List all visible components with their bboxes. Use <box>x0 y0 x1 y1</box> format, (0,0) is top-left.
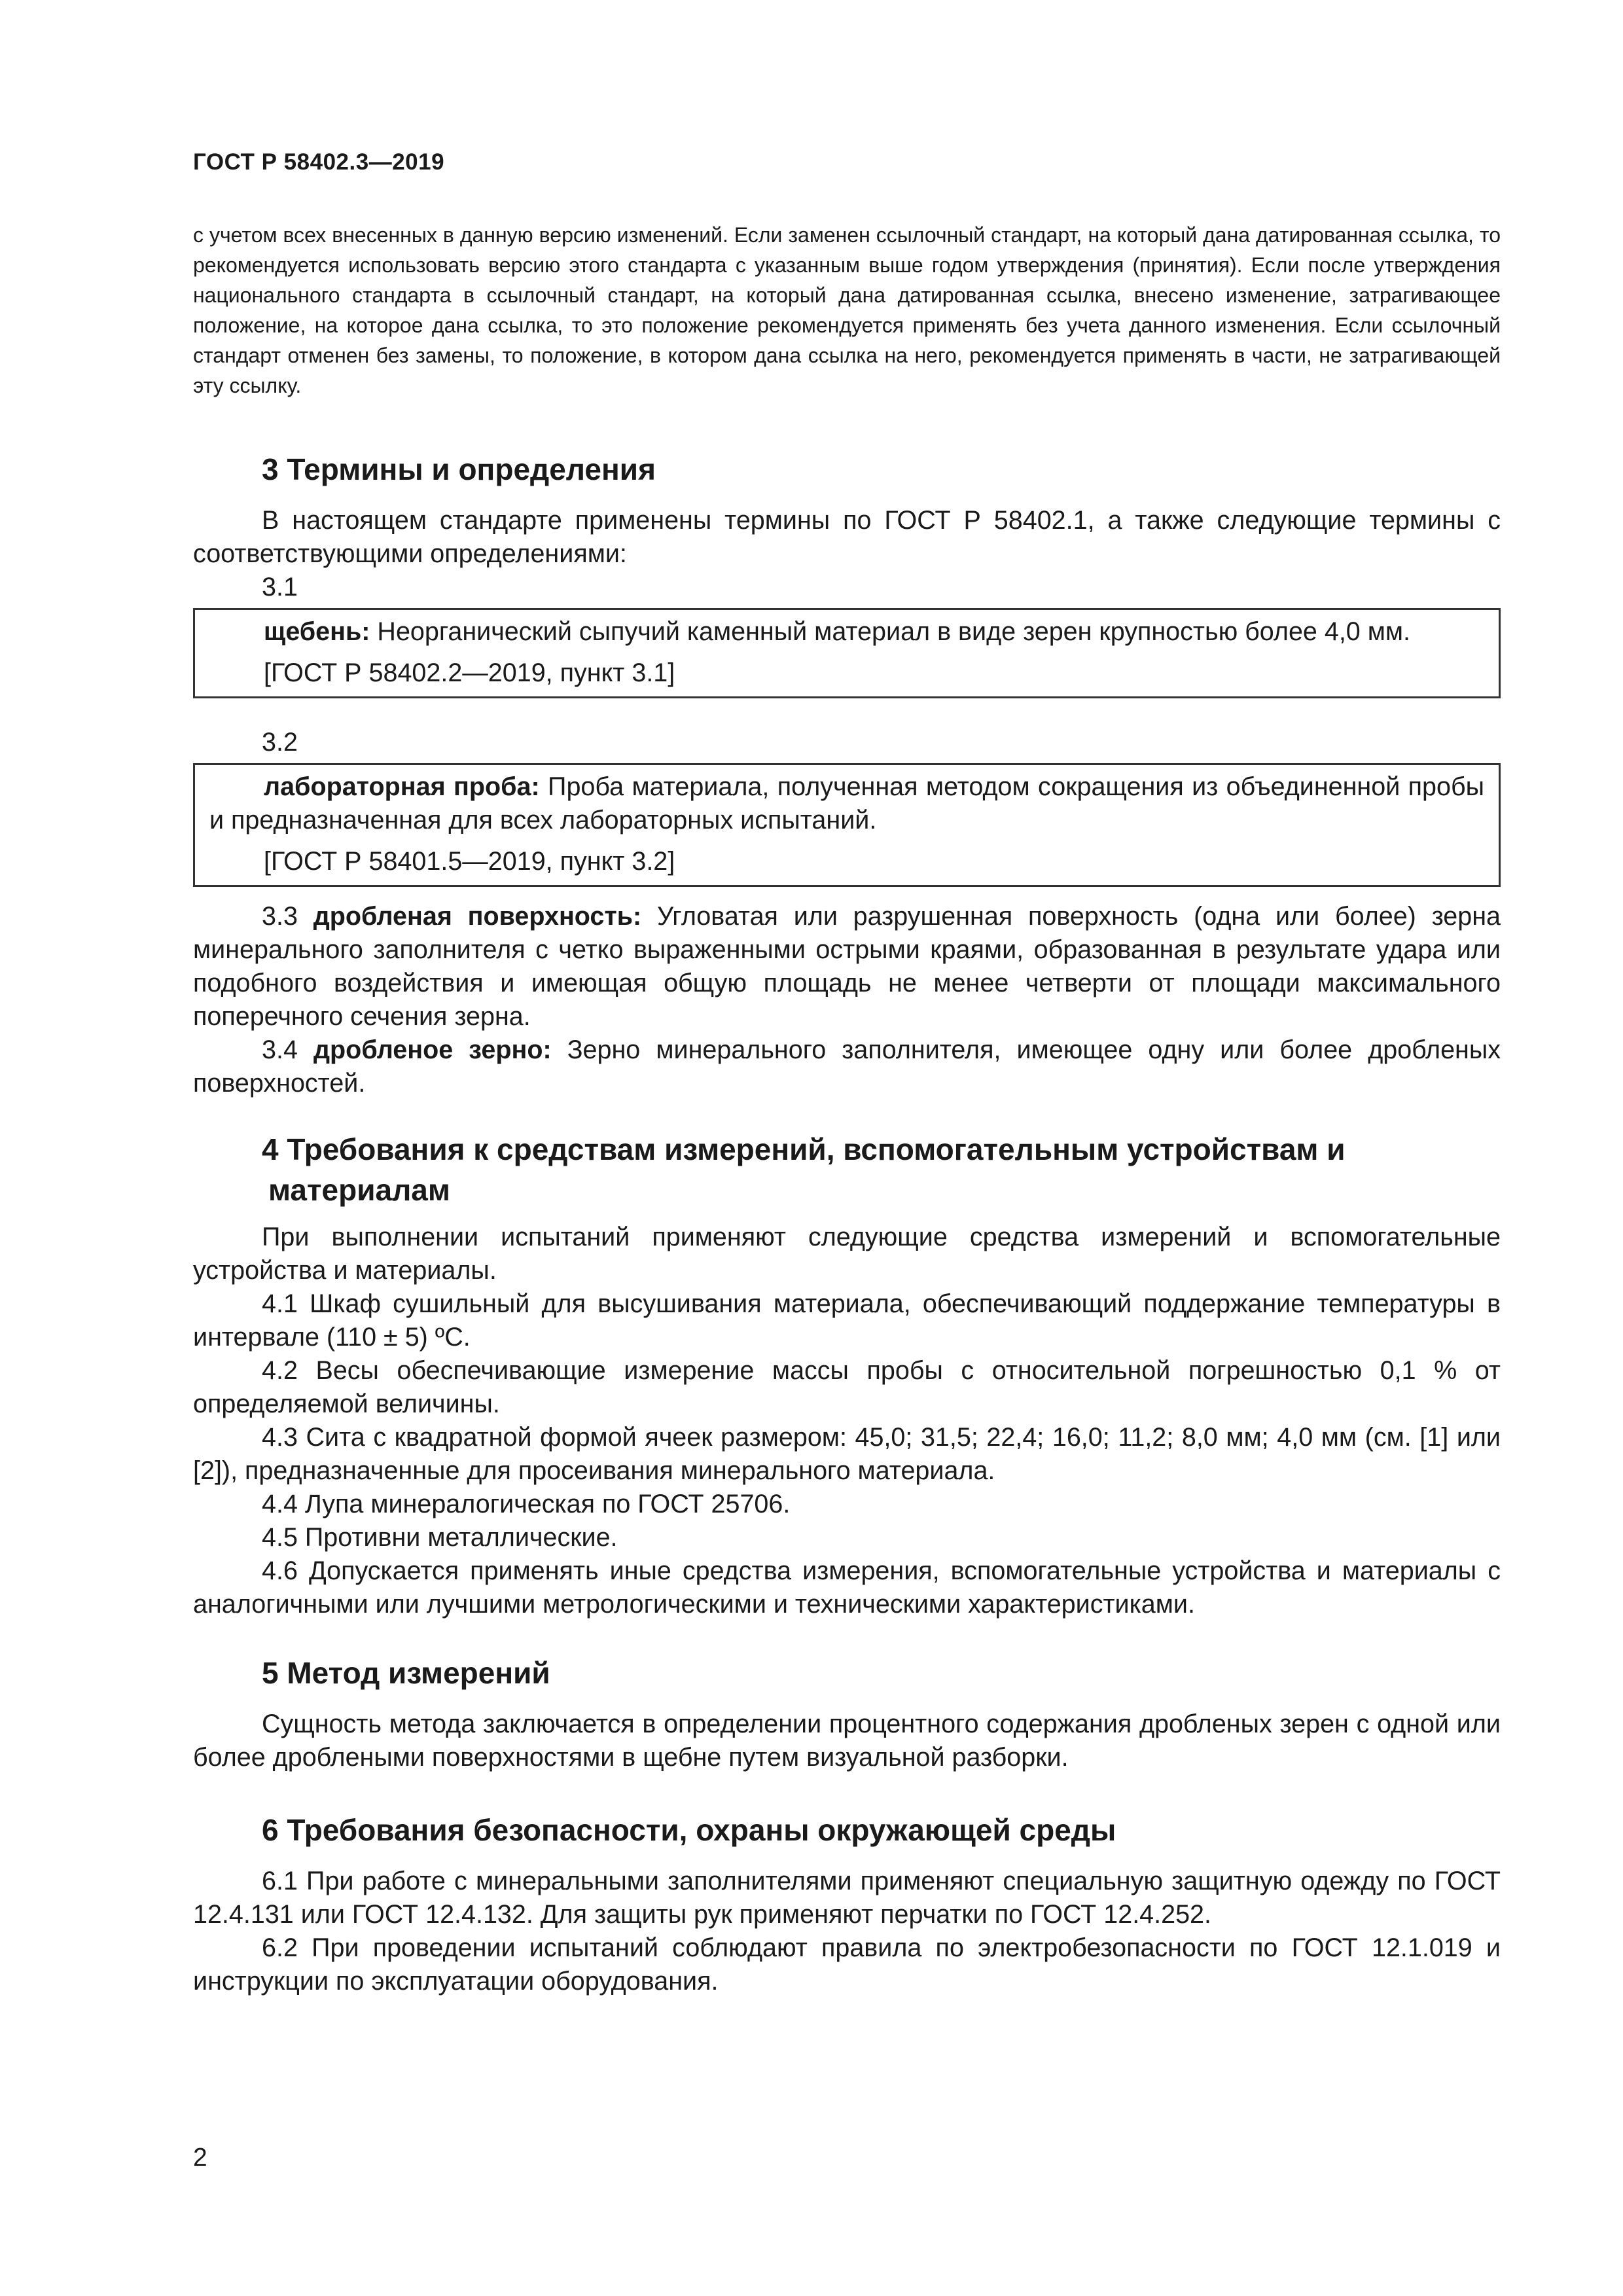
section-4-heading-line2: материалам <box>268 1173 450 1207</box>
term-3-2-number: 3.2 <box>262 728 298 757</box>
term-3-2-source: [ГОСТ Р 58401.5—2019, пункт 3.2] <box>264 847 675 876</box>
section-4-item: 4.4 Лупа минералогическая по ГОСТ 25706. <box>262 1490 791 1518</box>
term-3-4-number: 3.4 <box>262 1035 313 1064</box>
section-4-item: 4.1 Шкаф сушильный для высушивания материала, обеспечивающий поддержание температуры в интервале (110 ± 5) ºС. <box>193 1289 1501 1352</box>
term-3-2-term: лабораторная проба: <box>264 772 540 801</box>
section-6-item: 6.2 При проведении испытаний соблюдают правила по электробезопасности по ГОСТ 12.1.019 и инструкции по эксплуатации оборудования. <box>193 1933 1501 1996</box>
section-3-intro: В настоящем стандарте применены термины по ГОСТ Р 58402.1, а также следующие термины с соответствующими определениями: <box>193 506 1501 568</box>
term-3-3-number: 3.3 <box>262 902 313 931</box>
term-3-1-definition: Неорганический сыпучий каменный материал в виде зерен крупностью более 4,0 мм. <box>370 617 1411 646</box>
section-6-item: 6.1 При работе с минеральными заполнителями применяют специальную защитную одежду по ГОСТ 12.4.131 или ГОСТ 12.4.132. Для защиты рук применяют перчатки по ГОСТ 12.4.252. <box>193 1867 1501 1929</box>
section-3-heading: 3 Термины и определения <box>262 452 656 486</box>
section-4-item: 4.3 Сита с квадратной формой ячеек размером: 45,0; 31,5; 22,4; 16,0; 11,2; 8,0 мм; 4,0 мм (см. [1] или [2]), предназначенные для просеивания минерального материала. <box>193 1423 1501 1485</box>
term-3-1-source: [ГОСТ Р 58402.2—2019, пункт 3.1] <box>264 658 675 687</box>
term-3-2-definition: Проба материала, полученная методом сокращения из объединенной пробы и предназначенная для всех лабораторных испытаний. <box>209 772 1485 834</box>
term-3-4-definition: Зерно минерального заполнителя, имеющее одну или более дробленых поверхностей. <box>193 1035 1501 1098</box>
section-5-text: Сущность метода заключается в определении процентного содержания дробленых зерен с одной или более дроблеными поверхностями в щебне путем визуальной разборки. <box>193 1710 1501 1772</box>
main-content <box>193 452 1501 1998</box>
section-4-heading-line1: 4 Требования к средствам измерений, вспомогательным устройствам и <box>262 1132 1346 1166</box>
document-header: ГОСТ Р 58402.3—2019 <box>193 149 445 175</box>
section-4-item: 4.6 Допускается применять иные средства измерения, вспомогательные устройства и материалы с аналогичными или лучшими метрологическими и техническими характеристиками. <box>193 1556 1501 1619</box>
section-4-heading <box>193 1129 1501 1210</box>
term-3-1-term: щебень: <box>264 617 370 646</box>
section-4-intro: При выполнении испытаний применяют следующие средства измерений и вспомогательные устройства и материалы. <box>193 1223 1501 1285</box>
term-3-2-text <box>209 770 1484 837</box>
term-3-1-number: 3.1 <box>262 573 298 601</box>
term-3-3 <box>193 900 1501 1033</box>
term-3-3-definition: Угловатая или разрушенная поверхность (одна или более) зерна минерального заполнителя с четко выраженными острыми краями, образованная в результате удара или подобного воздействия и имеющая общую площадь не менее четверти от площади максимального поперечного сечения зерна. <box>193 902 1501 1031</box>
term-3-1-box <box>193 608 1501 698</box>
section-4-item: 4.5 Противни металлические. <box>262 1523 618 1552</box>
term-3-4-term: дробленое зерно: <box>313 1035 552 1064</box>
term-3-4 <box>193 1033 1501 1100</box>
intro-paragraph: с учетом всех внесенных в данную версию изменений. Если заменен ссылочный стандарт, на который дана датированная ссылка, то рекомендуется использовать версию этого стандарта с указанным выше годом утверждения (принятия). Если после утверждения национального стандарта в ссылочный стандарт, на который дана датированная ссылка, внесено изменение, затрагивающее положение, на которое дана ссылка, то это положение рекомендуется применять без учета данного изменения. Если ссылочный стандарт отменен без замены, то положение, в котором дана ссылка на него, рекомендуется применять в части, не затрагивающей эту ссылку. <box>193 223 1501 397</box>
page-number: 2 <box>193 2144 207 2172</box>
term-3-2-box <box>193 763 1501 887</box>
term-3-3-term: дробленая поверхность: <box>313 902 642 931</box>
section-6-heading: 6 Требования безопасности, охраны окружающей среды <box>262 1813 1116 1847</box>
term-3-1-text <box>209 615 1484 649</box>
section-5-heading: 5 Метод измерений <box>262 1656 550 1690</box>
section-4-item: 4.2 Весы обеспечивающие измерение массы пробы с относительной погрешностью 0,1 % от определяемой величины. <box>193 1356 1501 1418</box>
